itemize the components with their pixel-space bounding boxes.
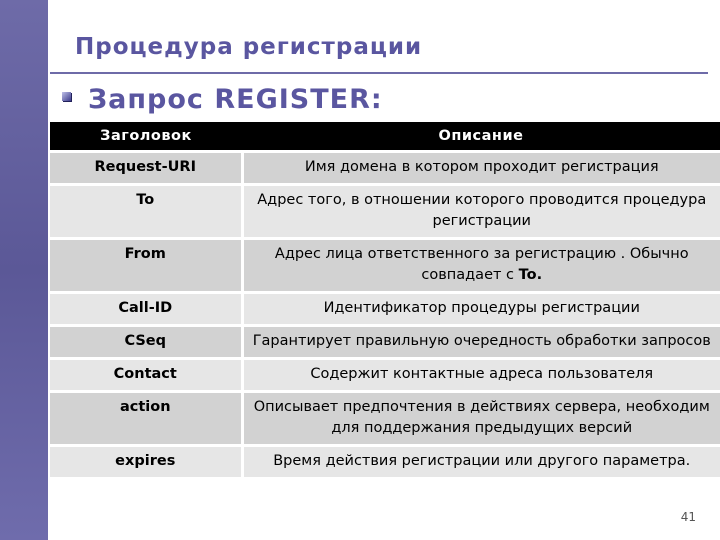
table-row bbox=[50, 359, 720, 392]
field-description: Содержит контактные адреса пользователя bbox=[242, 359, 720, 392]
table-row bbox=[50, 293, 720, 326]
field-description: Адрес того, в отношении которого проводится процедура регистрации bbox=[242, 185, 720, 239]
page-number: 41 bbox=[680, 510, 696, 524]
field-name: From bbox=[50, 239, 242, 293]
bullet-text: Запрос REGISTER: bbox=[88, 84, 383, 115]
bullet-item bbox=[62, 84, 383, 115]
field-name: Contact bbox=[50, 359, 242, 392]
register-fields-table bbox=[50, 122, 720, 477]
field-description-text: Адрес лица ответственного за регистрацию . Обычно совпадает с bbox=[274, 246, 689, 283]
table-row bbox=[50, 185, 720, 239]
field-description: Имя домена в котором проходит регистрация bbox=[242, 152, 720, 185]
field-description: Гарантирует правильную очередность обработки запросов bbox=[242, 326, 720, 359]
field-name: Call-ID bbox=[50, 293, 242, 326]
table-row bbox=[50, 446, 720, 478]
field-description: Описывает предпочтения в действиях сервера, необходим для поддержания предыдущих версий bbox=[242, 392, 720, 446]
field-name: Request-URI bbox=[50, 152, 242, 185]
square-bullet-icon bbox=[62, 92, 71, 101]
field-description: Время действия регистрации или другого параметра. bbox=[242, 446, 720, 478]
field-name: To bbox=[50, 185, 242, 239]
field-description: Идентификатор процедуры регистрации bbox=[242, 293, 720, 326]
column-header-description: Описание bbox=[242, 122, 720, 152]
slide-title: Процедура регистрации bbox=[75, 34, 423, 60]
field-name: expires bbox=[50, 446, 242, 478]
field-name: action bbox=[50, 392, 242, 446]
table-row bbox=[50, 239, 720, 293]
table-header-row bbox=[50, 122, 720, 152]
field-description bbox=[242, 239, 720, 293]
field-description-emphasis: To. bbox=[518, 267, 543, 283]
title-divider bbox=[50, 72, 708, 74]
table-row bbox=[50, 392, 720, 446]
column-header-name: Заголовок bbox=[50, 122, 242, 152]
table-row bbox=[50, 326, 720, 359]
slide-side-bar bbox=[0, 0, 48, 540]
field-name: CSeq bbox=[50, 326, 242, 359]
table-row bbox=[50, 152, 720, 185]
